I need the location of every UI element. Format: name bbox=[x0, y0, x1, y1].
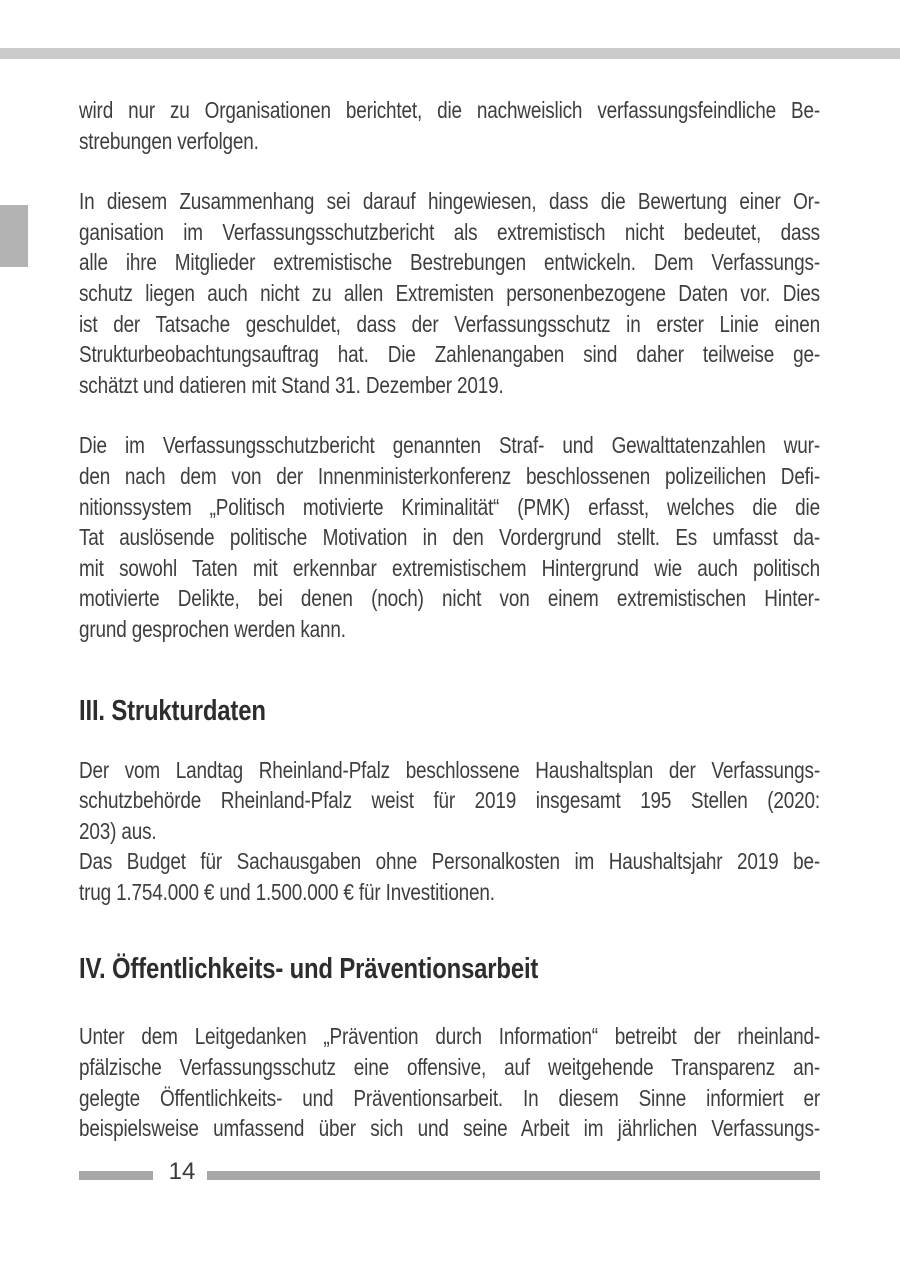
body-paragraph-4 bbox=[79, 755, 820, 908]
footer-rule-left bbox=[79, 1171, 153, 1180]
text-line: Tat auslösende politische Motivation in den Vordergrund stellt. Es umfasst da- bbox=[79, 524, 820, 551]
text-line: Strukturbeobachtungsauftrag hat. Die Zahlenangaben sind daher teilweise ge- bbox=[79, 341, 820, 368]
section-heading-oeffentlichkeitsarbeit: IV. Öffentlichkeits- und Präventionsarbeit bbox=[79, 953, 539, 986]
footer-rule-right bbox=[207, 1171, 820, 1180]
section-heading-strukturdaten: III. Strukturdaten bbox=[79, 694, 266, 727]
text-line: Das Budget für Sachausgaben ohne Personalkosten im Haushaltsjahr 2019 be- bbox=[79, 848, 820, 875]
page-number: 14 bbox=[168, 1158, 196, 1185]
body-paragraph-5 bbox=[79, 1021, 820, 1143]
chapter-margin-tab bbox=[0, 205, 28, 267]
text-line: beispielsweise umfassend über sich und seine Arbeit im jährlichen Verfassungs- bbox=[79, 1115, 820, 1142]
text-line: trug 1.754.000 € und 1.500.000 € für Investitionen. bbox=[79, 878, 495, 905]
body-paragraph-2 bbox=[79, 186, 820, 400]
text-line: den nach dem von der Innenministerkonferenz beschlossenen polizeilichen Defi- bbox=[79, 462, 820, 489]
text-line: motivierte Delikte, bei denen (noch) nicht von einem extremistischen Hinter- bbox=[79, 585, 820, 612]
text-line: In diesem Zusammenhang sei darauf hingewiesen, dass die Bewertung einer Or- bbox=[79, 188, 820, 215]
text-line: ist der Tatsache geschuldet, dass der Verfassungsschutz in erster Linie einen bbox=[79, 310, 820, 337]
text-line: schutz liegen auch nicht zu allen Extremisten personenbezogene Daten vor. Dies bbox=[79, 279, 820, 306]
text-line: schutzbehörde Rheinland-Pfalz weist für 2019 insgesamt 195 Stellen (2020: bbox=[79, 787, 820, 814]
body-paragraph-1 bbox=[79, 95, 820, 156]
text-line: schätzt und datieren mit Stand 31. Dezember 2019. bbox=[79, 371, 504, 398]
text-column bbox=[79, 0, 820, 1144]
text-line: Unter dem Leitgedanken „Prävention durch Information“ betreibt der rheinland- bbox=[79, 1023, 820, 1050]
text-line: pfälzische Verfassungsschutz eine offensive, auf weitgehende Transparenz an- bbox=[79, 1054, 820, 1081]
body-paragraph-3 bbox=[79, 430, 820, 644]
text-line: grund gesprochen werden kann. bbox=[79, 615, 346, 642]
text-line: mit sowohl Taten mit erkennbar extremistischem Hintergrund wie auch politisch bbox=[79, 554, 820, 581]
text-line: alle ihre Mitglieder extremistische Bestrebungen entwickeln. Dem Verfassungs- bbox=[79, 249, 820, 276]
text-line: Der vom Landtag Rheinland-Pfalz beschlossene Haushaltsplan der Verfassungs- bbox=[79, 756, 820, 783]
text-line: gelegte Öffentlichkeits- und Präventionsarbeit. In diesem Sinne informiert er bbox=[79, 1084, 820, 1111]
text-line: Die im Verfassungsschutzbericht genannten Straf- und Gewalttatenzahlen wur- bbox=[79, 432, 820, 459]
text-line: wird nur zu Organisationen berichtet, die nachweislich verfassungsfeindliche Be- bbox=[79, 97, 820, 123]
text-line: ganisation im Verfassungsschutzbericht als extremistisch nicht bedeutet, dass bbox=[79, 218, 820, 245]
text-line: nitionssystem „Politisch motivierte Kriminalität“ (PMK) erfasst, welches die die bbox=[79, 493, 820, 520]
text-line: 203) aus. bbox=[79, 817, 157, 844]
text-line: strebungen verfolgen. bbox=[79, 127, 259, 154]
